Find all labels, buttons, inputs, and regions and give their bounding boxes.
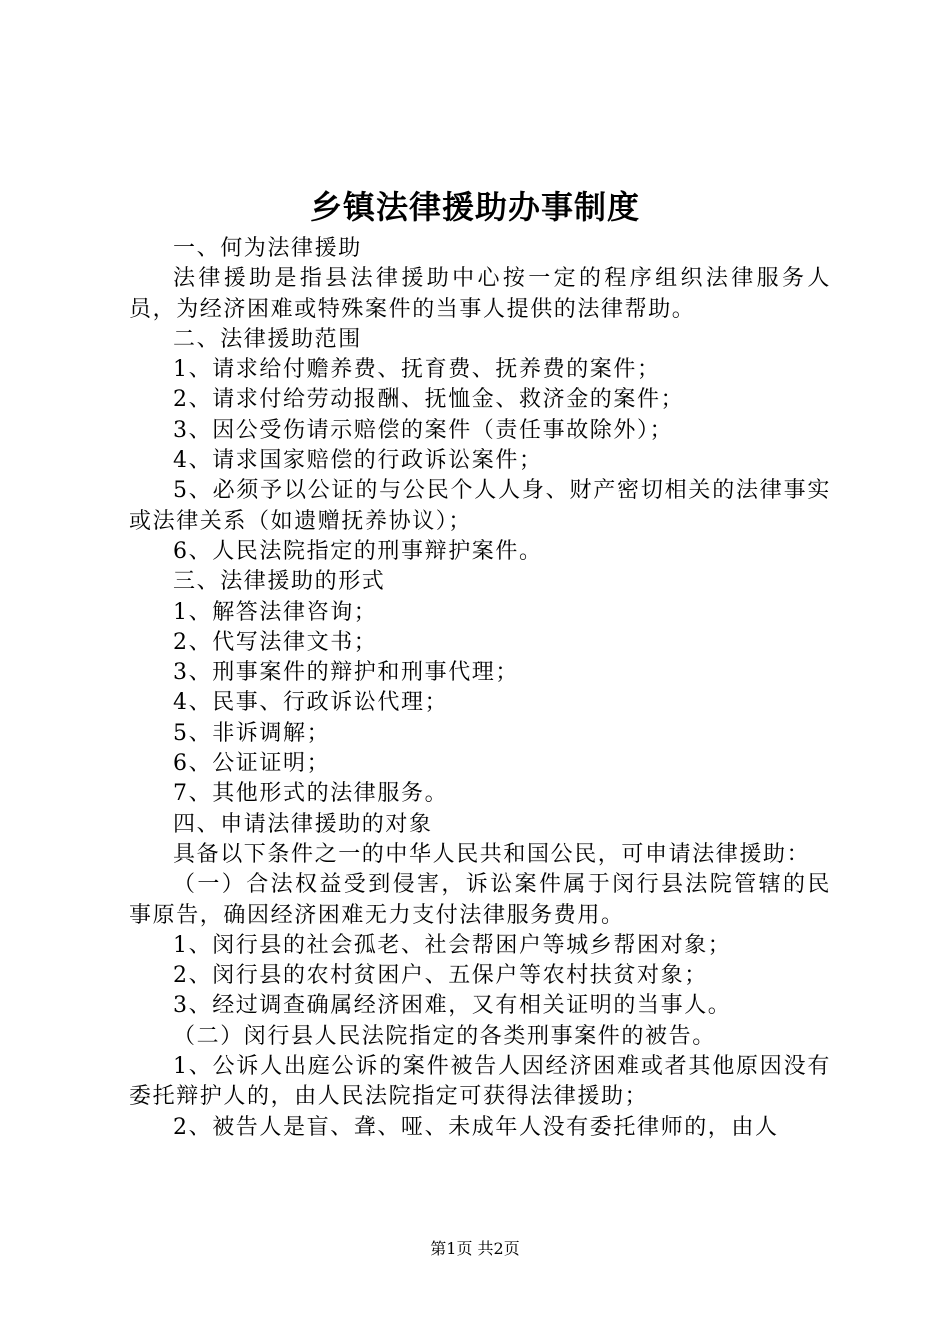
section-heading-3: 三、法律援助的形式 bbox=[173, 569, 386, 595]
list-item: 1、请求给付赡养费、抚育费、抚养费的案件； bbox=[173, 357, 661, 383]
list-item: 6、人民法院指定的刑事辩护案件。 bbox=[173, 538, 543, 564]
list-item: 3、刑事案件的辩护和刑事代理； bbox=[173, 660, 519, 686]
list-item: 2、闵行县的农村贫困户、五保户等农村扶贫对象； bbox=[173, 963, 708, 989]
paragraph: 法律援助是指县法律援助中心按一定的程序组织法律服务人员，为经济困难或特殊案件的当事人提供的法律帮助。 bbox=[129, 266, 831, 322]
list-item: 6、公证证明； bbox=[173, 751, 331, 777]
list-item: 5、必须予以公证的与公民个人人身、财产密切相关的法律事实或法律关系（如遗赠抚养协议）； bbox=[129, 478, 831, 534]
section-heading-4: 四、申请法律援助的对象 bbox=[173, 811, 433, 837]
list-item: 1、解答法律咨询； bbox=[173, 599, 378, 625]
list-item: 5、非诉调解； bbox=[173, 720, 331, 746]
section-heading-1: 一、何为法律援助 bbox=[173, 236, 362, 261]
page-footer: 第1页 共2页 bbox=[430, 1239, 520, 1258]
list-item: 2、被告人是盲、聋、哑、未成年人没有委托律师的，由人 bbox=[173, 1114, 779, 1140]
list-item: 4、民事、行政诉讼代理； bbox=[173, 690, 449, 716]
subsection-paragraph: （一）合法权益受到侵害，诉讼案件属于闵行县法院管辖的民事原告，确因经济困难无力支付法律服务费用。 bbox=[129, 872, 831, 928]
list-item: 3、因公受伤请示赔偿的案件（责任事故除外）； bbox=[173, 417, 674, 443]
list-item: 1、闵行县的社会孤老、社会帮困户等城乡帮困对象； bbox=[173, 932, 732, 958]
list-item: 7、其他形式的法律服务。 bbox=[173, 781, 449, 807]
section-heading-2: 二、法律援助范围 bbox=[173, 326, 362, 352]
list-item: 2、代写法律文书； bbox=[173, 629, 378, 655]
list-item: 1、公诉人出庭公诉的案件被告人因经济困难或者其他原因没有委托辩护人的，由人民法院指定可获得法律援助； bbox=[129, 1054, 831, 1110]
paragraph: 具备以下条件之一的中华人民共和国公民，可申请法律援助： bbox=[173, 841, 811, 867]
list-item: 2、请求付给劳动报酬、抚恤金、救济金的案件； bbox=[173, 387, 685, 413]
document-title: 乡镇法律援助办事制度 bbox=[309, 188, 640, 226]
list-item: 4、请求国家赔偿的行政诉讼案件； bbox=[173, 448, 543, 474]
document-body bbox=[129, 234, 831, 1143]
subsection-paragraph: （二）闵行县人民法院指定的各类刑事案件的被告。 bbox=[173, 1023, 716, 1049]
list-item: 3、经过调查确属经济困难，又有相关证明的当事人。 bbox=[173, 993, 732, 1019]
